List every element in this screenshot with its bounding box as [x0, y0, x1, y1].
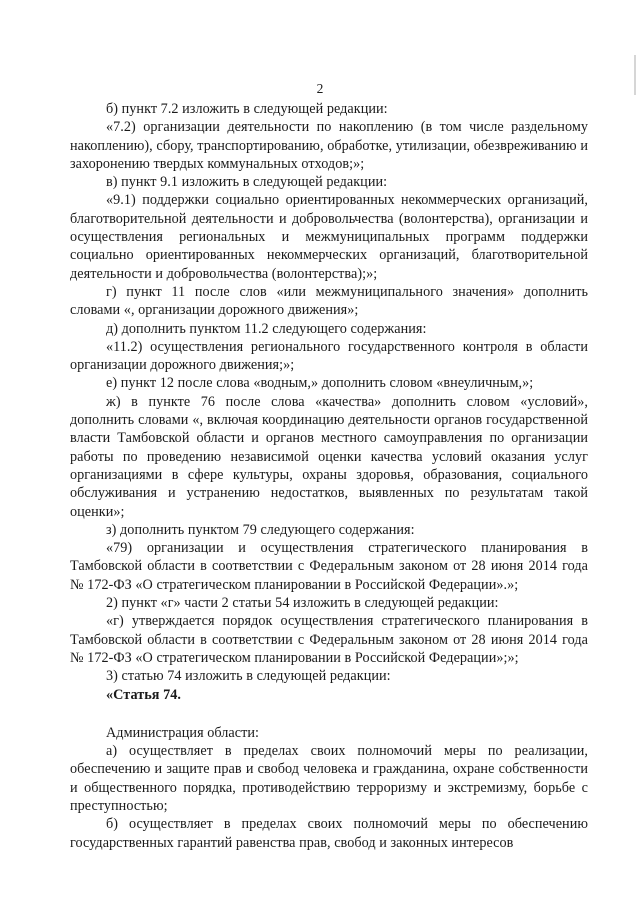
paragraph-11-2-text: «11.2) осуществления регионального государственного контроля в области организации дорожного движения;»;: [70, 338, 588, 374]
paragraph-76-amend: ж) в пункте 76 после слова «качества» дополнить словом «условий», дополнить словами «, включая координацию деятельности органов государственной власти Тамбовской области и органов местного самоуправления по организации работы по проведению независимой оценки качества условий оказания услуг организациями в сфере культуры, охраны здоровья, образования, социального обслуживания и устранению недостатков, выявленных по результатам такой оценки»;: [70, 393, 588, 520]
paragraph-79-intro: з) дополнить пунктом 79 следующего содержания:: [106, 521, 415, 538]
document-body: [70, 100, 588, 852]
paragraph-9-1-intro: в) пункт 9.1 изложить в следующей редакции:: [106, 174, 388, 191]
paragraph-7-2-text: «7.2) организации деятельности по накоплению (в том числе раздельному накоплению), сбору, транспортированию, обработке, утилизации, обезвреживанию и захоронению твердых коммунальных отходов;»;: [70, 119, 588, 172]
paragraph-administration: Администрация области:: [106, 724, 260, 741]
paragraph-12-amend: е) пункт 12 после слова «водным,» дополнить словом «внеуличным,»;: [106, 375, 534, 392]
article-heading: «Статья 74.: [106, 686, 181, 703]
paragraph-item-a: а) осуществляет в пределах своих полномочий меры по реализации, обеспечению и защите прав и свобод человека и гражданина, охране собственности и общественного порядка, противодействию терроризму и экстремизму, борьбе с преступностью;: [70, 743, 588, 814]
paragraph-9-1-text: «9.1) поддержки социально ориентированных некоммерческих организаций, благотворительной деятельности и добровольчества (волонтерства), организации и осуществления региональных и межмуниципальных программ поддержки социально ориентированных некоммерческих организаций, благотворительной деятельности и добровольчества (волонтерства);»;: [70, 192, 588, 282]
paragraph-54-intro: 2) пункт «г» части 2 статьи 54 изложить в следующей редакции:: [106, 595, 499, 612]
paragraph-11-amend: г) пункт 11 после слов «или межмуниципального значения» дополнить словами «, организации дорожного движения»;: [70, 283, 588, 319]
paragraph-54-text: «г) утверждается порядок осуществления стратегического планирования в Тамбовской области в соответствии с Федеральным законом от 28 июня 2014 года № 172-ФЗ «О стратегическом планировании в Российской Федерации»;»;: [70, 613, 588, 666]
paragraph-item-b: б) осуществляет в пределах своих полномочий меры по обеспечению государственных гарантий равенства прав, свобод и законных интересов: [70, 816, 588, 851]
paragraph-79-text: «79) организации и осуществления стратегического планирования в Тамбовской области в соответствии с Федеральным законом от 28 июня 2014 года № 172-ФЗ «О стратегическом планировании в Российской Федерации».»;: [70, 540, 588, 593]
paragraph-7-2-intro: б) пункт 7.2 изложить в следующей редакции:: [106, 101, 388, 117]
page-number: 2: [316, 81, 324, 96]
spacer: [70, 704, 588, 724]
paragraph-74-intro: 3) статью 74 изложить в следующей редакции:: [106, 668, 391, 685]
paragraph-11-2-intro: д) дополнить пунктом 11.2 следующего содержания:: [106, 320, 427, 337]
